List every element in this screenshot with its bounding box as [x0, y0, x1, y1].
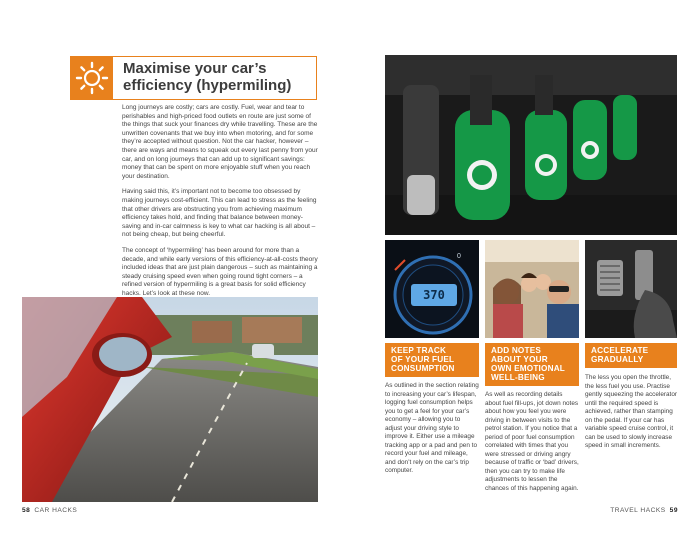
column-heading-emotional-wellbeing — [485, 343, 579, 386]
left-footer — [22, 507, 77, 514]
column-body-emotional-wellbeing: As well as recording details about fuel fill-ups, jot down notes about how you feel you were driving in between visits to the petrol station. If you notice that a period of poor fuel consumption correlated with times that you were stressed or driving angry because of traffic or ‘bad’ drivers, then you can try to make life adjustments to lessen the chances of this happening again. — [485, 391, 579, 492]
heading-line: KEEP TRACK — [391, 346, 447, 355]
paragraph: Long journeys are costly; cars are costly. Fuel, wear and tear to perishables and high-priced food outlets en route are just some of the things that suck your finances dry while travelling. These are the unwritten covenants that we buy into when motoring, and for some they’re accepted without question. Not the car hacker, however – there are ways and means to squeak out every last penny from your car, and on long journeys that can add up to significant savings: money that can be spent on more enjoyable stuff when you reach your destination. — [122, 104, 318, 180]
pedals-photo — [585, 240, 677, 338]
right-section-label: TRAVEL HACKS — [610, 507, 666, 514]
column-heading-accelerate — [585, 343, 677, 368]
paragraph: The concept of ‘hypermiling’ has been around for more than a decade, and while early versions of this efficiency-at-all-costs theory included ideas that are just plain dangerous – such as maintaining a steady cruising speed even when going round tight corners – a refined version of hypermiling is a great basis for solid efficiency hacks. Let’s look at these now. — [122, 246, 318, 297]
sun-icon — [71, 57, 113, 99]
heading-line: OF YOUR FUEL — [391, 355, 455, 364]
right-page-number: 59 — [669, 507, 678, 514]
column-body-fuel-consumption: As outlined in the section relating to increasing your car’s lifespan, logging fuel consumption helps you to get a feel for your car’s economy – allowing you to adjust your driving style to improve it. Either use a mileage tracking app or a pad and pen to record your fuel and mileage, and don’t rely on the car’s trip computer. — [385, 382, 479, 474]
family-in-car-photo — [485, 240, 579, 338]
svg-text:0: 0 — [457, 253, 461, 260]
intro-text — [122, 104, 318, 305]
heading-line: GRADUALLY — [591, 355, 644, 364]
heading-line: ACCELERATE — [591, 346, 649, 355]
chapter-title-box — [70, 56, 317, 100]
column-body-accelerate: The less you open the throttle, the less fuel you use. Practise gently squeezing the accelerator until the required speed is achieved, rather than stamping on the pedal. If your car has variable speed cruise control, it can be used to slowly increase speed in small increments. — [585, 374, 678, 449]
left-section-label: CAR HACKS — [34, 507, 78, 514]
heading-line: CONSUMPTION — [391, 364, 455, 373]
left-page-number: 58 — [22, 507, 31, 514]
page-title — [123, 60, 313, 94]
heading-line: OWN EMOTIONAL — [491, 364, 566, 373]
paragraph: Having said this, it’s important not to become too obsessed by making journeys cost-efficient. This can lead to stress as the feeling that other drivers are obstructing you from achieving maximum efficiency takes hold, and finding that balance between money-saving and in-car calmness is key to what car hacking is all about – not being cheap, but being cheerful. — [122, 188, 317, 239]
heading-line: ADD NOTES — [491, 346, 542, 355]
dash-display-value: 370 — [423, 288, 445, 302]
heading-line: WELL-BEING — [491, 373, 545, 382]
fuel-nozzles-photo — [385, 55, 677, 235]
car-road-photo — [22, 297, 318, 502]
title-line-2: efficiency (hypermiling) — [123, 77, 292, 94]
right-footer — [610, 507, 678, 514]
dashboard-photo — [385, 240, 479, 338]
title-line-1: Maximise your car’s — [123, 60, 267, 77]
column-heading-fuel-consumption — [385, 343, 479, 377]
heading-line: ABOUT YOUR — [491, 355, 548, 364]
